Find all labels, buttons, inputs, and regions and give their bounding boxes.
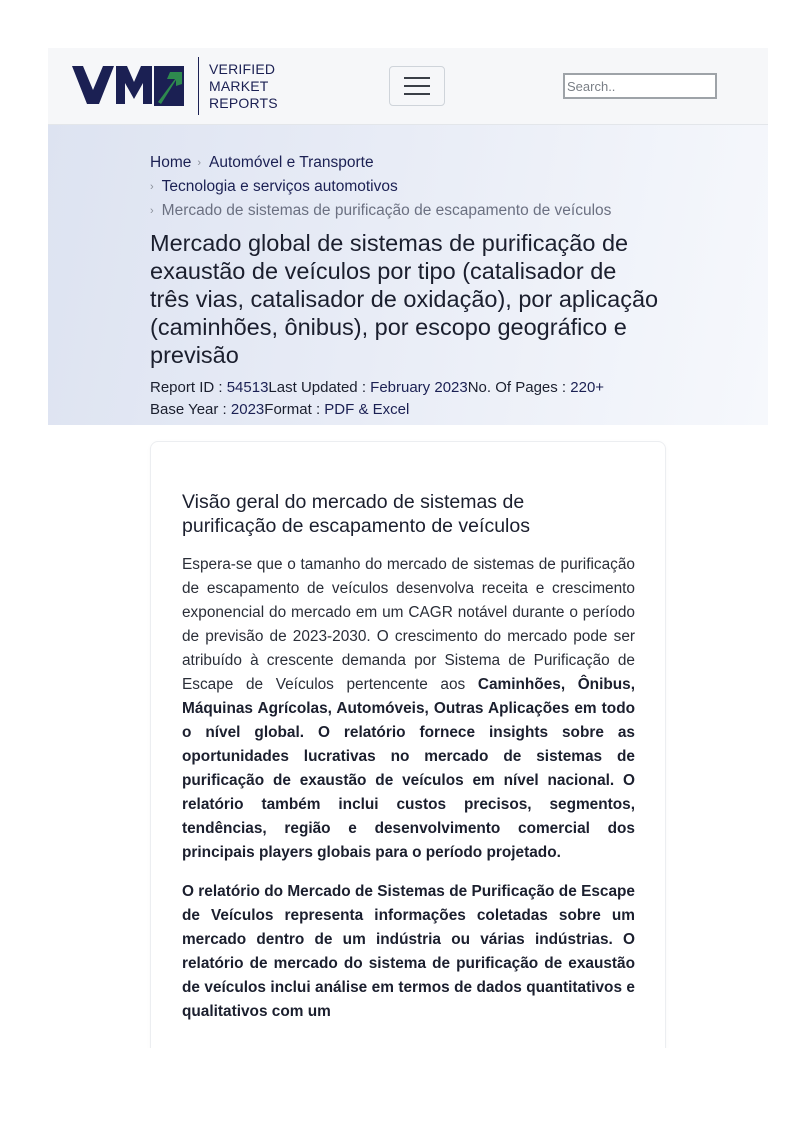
breadcrumb-level1[interactable]: Automóvel e Transporte [209, 154, 374, 171]
chevron-right-icon: › [197, 157, 202, 169]
page-title: Mercado global de sistemas de purificação de exaustão de veículos por tipo (catalisador de três vias, catalisador de oxidação), por aplicação (caminhões, ônibus), por escopo geográfico e previsão [150, 230, 659, 368]
hamburger-icon [404, 77, 430, 79]
overview-title: Visão geral do mercado de sistemas de purificação de escapamento de veículos [182, 491, 530, 537]
logo-wordmark: VERIFIED MARKET REPORTS [209, 60, 278, 111]
overview-paragraph-2: O relatório do Mercado de Sistemas de Purificação de Escape de Veículos representa informações coletadas sobre um mercado dentro de um indústria ou várias indústrias. O relatório de mercado do sistema de purificação de exaustão de veículos inclui análise em termos de dados quantitativos e qualitativos com um [182, 883, 635, 1020]
breadcrumb [150, 151, 611, 223]
last-updated-label: Last Updated : [268, 379, 371, 396]
format-label: Format : [264, 401, 325, 418]
overview-card [150, 441, 666, 1123]
overview-paragraph-1: Espera-se que o tamanho do mercado de sistemas de purificação de escapamento de veículos desenvolva receita e crescimento exponencial do mercado em um CAGR notável durante o período de previsão de 2023-2030. O crescimento do mercado pode ser atribuído à crescente demanda por Sistema de Purificação de Escape de Veículos pertencente aos Caminhões, Ônibus, Máquinas Agrícolas, Automóveis, Outras Aplicações em todo o nível global. O relatório fornece insights sobre as oportunidades lucrativas no mercado de sistemas de purificação de exaustão de veículos em nível nacional. O relatório também inclui custos precisos, segmentos, tendências, região e desenvolvimento comercial dos principais players globais para o período projetado. [182, 556, 636, 861]
breadcrumb-current: Mercado de sistemas de purificação de escapamento de veículos [161, 202, 612, 219]
page-bottom-mask [0, 1048, 793, 1123]
logo-divider [198, 57, 199, 115]
base-year-label: Base Year : [150, 401, 231, 418]
breadcrumb-home[interactable]: Home [150, 154, 192, 171]
breadcrumb-level2[interactable]: Tecnologia e serviços automotivos [161, 178, 398, 195]
format-value: PDF & Excel [324, 401, 410, 418]
logo[interactable] [72, 56, 278, 116]
site-header [48, 48, 768, 125]
last-updated-value: February 2023 [370, 379, 468, 396]
report-id-label: Report ID : [150, 379, 227, 396]
pages-value: 220+ [570, 379, 605, 396]
base-year-value: 2023 [230, 401, 265, 418]
vmr-logo-icon [72, 66, 184, 106]
menu-toggle-button[interactable] [389, 66, 445, 106]
report-meta [150, 377, 604, 421]
search-input[interactable] [563, 73, 717, 99]
report-id-value: 54513 [226, 379, 269, 396]
chevron-right-icon: › [150, 181, 154, 193]
chevron-right-icon: › [150, 205, 154, 217]
overview-body [182, 553, 635, 1024]
report-hero [48, 125, 768, 425]
pages-label: No. Of Pages : [467, 379, 571, 396]
